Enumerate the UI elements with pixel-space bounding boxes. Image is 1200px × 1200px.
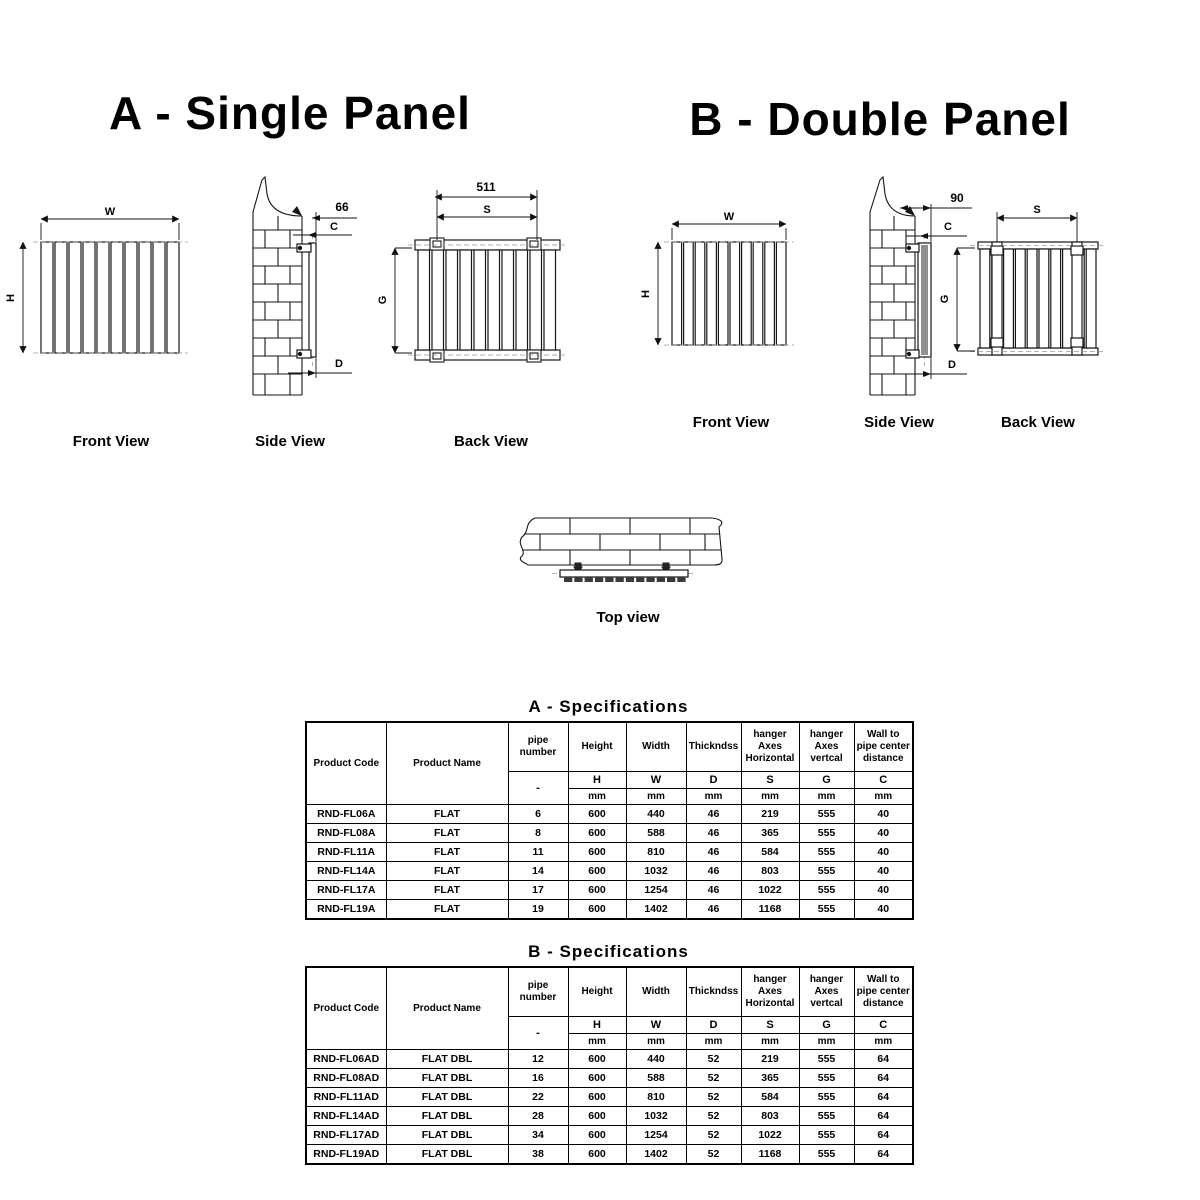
spec-cell: 555 [799,843,854,862]
spec-a-row [306,805,913,824]
spec-cell: 40 [854,862,913,881]
radiator-profile [297,243,316,358]
spec-cell: 8 [508,824,568,843]
dim-label-w: W [723,211,735,223]
spec-cell: 46 [686,900,741,920]
arrowhead [923,205,931,211]
spec-b-header-product-code: Product Code [306,967,386,1050]
spec-cell: 600 [568,1050,626,1069]
spec-b-row [306,1145,913,1165]
dim-label-s: S [483,204,491,216]
spec-cell: FLAT [386,805,508,824]
spec-cell: 19 [508,900,568,920]
spec-b-header: Thickndss [686,967,741,1017]
spec-a-header-product-code: Product Code [306,722,386,805]
spec-b-row [306,1088,913,1107]
spec-cell: 1254 [626,1126,686,1145]
spec-cell: 1022 [741,881,799,900]
spec-a-unit: mm [799,789,854,805]
spec-a-unit: mm [741,789,799,805]
spec-b-unit: mm [741,1034,799,1050]
spec-cell: RND-FL14A [306,862,386,881]
double-panel-title: B - Double Panel [689,93,1071,145]
spec-cell: 17 [508,881,568,900]
spec-cell: 584 [741,1088,799,1107]
spec-cell: 34 [508,1126,568,1145]
spec-cell: FLAT DBL [386,1050,508,1069]
spec-cell: 1254 [626,881,686,900]
spec-cell: 1032 [626,1107,686,1126]
spec-cell: 52 [686,1107,741,1126]
top-view-drawing [450,505,750,615]
spec-cell: 600 [568,824,626,843]
single-back-view-drawing [377,168,580,373]
spec-cell: RND-FL19AD [306,1145,386,1165]
spec-a-header: Wall to pipe center distance [854,722,913,772]
dim-label-w: W [104,206,116,218]
dim-label-depth: 66 [335,200,349,214]
spec-b-row [306,1126,913,1145]
spec-a-header: Thickndss [686,722,741,772]
single-side-view-label: Side View [255,433,325,450]
dim-label-h: H [5,294,17,302]
brick-wall [870,177,915,395]
spec-cell: 52 [686,1069,741,1088]
spec-cell: 52 [686,1126,741,1145]
spec-cell: 38 [508,1145,568,1165]
dim-label-h: H [640,290,652,298]
spec-cell: 600 [568,881,626,900]
top-view-label: Top view [596,609,660,626]
arrowhead [900,205,908,211]
dim-label-depth: 90 [950,191,964,205]
spec-cell: RND-FL08A [306,824,386,843]
brick-wall [253,177,302,395]
spec-a-symbol: C [854,772,913,789]
spec-cell: 440 [626,805,686,824]
spec-b-header: Wall to pipe center distance [854,967,913,1017]
radiator-top-profile [560,570,688,577]
spec-cell: 1402 [626,900,686,920]
spec-a-header: Height [568,722,626,772]
spec-cell: 555 [799,805,854,824]
spec-a-unit: mm [854,789,913,805]
dim-label-d: D [948,359,956,371]
spec-cell: RND-FL06A [306,805,386,824]
brick-wall [520,518,722,565]
spec-b-header: hanger Axes Horizontal [741,967,799,1017]
spec-cell: 40 [854,900,913,920]
spec-cell: FLAT DBL [386,1069,508,1088]
spec-a-symbol: W [626,772,686,789]
spec-cell: 803 [741,1107,799,1126]
spec-cell: RND-FL08AD [306,1069,386,1088]
spec-a-row [306,900,913,920]
double-side-view-label: Side View [864,414,934,431]
single-front-view-label: Front View [72,433,150,450]
spec-cell: 555 [799,1107,854,1126]
double-back-view-label: Back View [1001,414,1075,431]
spec-a-symbol: S [741,772,799,789]
spec-b-unit: mm [626,1034,686,1050]
spec-cell: 588 [626,824,686,843]
spec-cell: 52 [686,1145,741,1165]
spec-cell: 46 [686,824,741,843]
spec-cell: 555 [799,900,854,920]
spec-cell: 600 [568,843,626,862]
spec-cell: 555 [799,1126,854,1145]
single-front-view-drawing [5,195,208,365]
spec-cell: 64 [854,1126,913,1145]
spec-cell: 600 [568,1145,626,1165]
spec-cell: 11 [508,843,568,862]
single-panel-title: A - Single Panel [109,87,471,139]
spec-b-symbol: C [854,1017,913,1034]
spec-cell: 555 [799,862,854,881]
spec-b-header: Width [626,967,686,1017]
spec-a-header: Width [626,722,686,772]
spec-cell: 440 [626,1050,686,1069]
spec-b-row [306,1050,913,1069]
spec-cell: RND-FL06AD [306,1050,386,1069]
spec-b-symbol: W [626,1017,686,1034]
centerlines [970,246,1106,352]
spec-cell: RND-FL19A [306,900,386,920]
spec-b-section [305,942,912,1165]
spec-cell: 600 [568,1126,626,1145]
spec-cell: RND-FL11A [306,843,386,862]
spec-cell: 600 [568,900,626,920]
spec-cell: RND-FL11AD [306,1088,386,1107]
spec-a-symbol: G [799,772,854,789]
fin-row [564,577,686,582]
spec-cell: FLAT DBL [386,1088,508,1107]
spec-cell: 810 [626,1088,686,1107]
spec-b-symbol: S [741,1017,799,1034]
spec-cell: 40 [854,843,913,862]
spec-cell: 22 [508,1088,568,1107]
spec-b-symbol: G [799,1017,854,1034]
dim-label-c: C [330,221,338,233]
spec-cell: 555 [799,1050,854,1069]
spec-cell: 46 [686,862,741,881]
spec-cell: 365 [741,1069,799,1088]
spec-a-section [305,697,912,920]
radiator-slats [672,242,786,345]
arrowhead [308,232,316,238]
dim-label-g: G [377,295,389,305]
spec-cell: 46 [686,843,741,862]
spec-cell: 16 [508,1069,568,1088]
spec-cell: 64 [854,1145,913,1165]
spec-cell: 6 [508,805,568,824]
single-side-view-drawing [245,168,365,408]
dim-label-d: D [335,358,343,370]
spec-cell: 40 [854,805,913,824]
spec-b-symbol: - [508,1017,568,1050]
spec-cell: 600 [568,805,626,824]
spec-a-header: hanger Axes vertcal [799,722,854,772]
single-back-view-label: Back View [454,433,528,450]
spec-cell: 600 [568,1069,626,1088]
spec-cell: 219 [741,805,799,824]
spec-cell: FLAT [386,900,508,920]
spec-a-symbol: H [568,772,626,789]
spec-cell: 555 [799,1088,854,1107]
spec-cell: 600 [568,1088,626,1107]
dim-label-span: 511 [476,180,496,194]
spec-b-header-product-name: Product Name [386,967,508,1050]
spec-a-row [306,824,913,843]
spec-cell: 1402 [626,1145,686,1165]
spec-cell: 1022 [741,1126,799,1145]
arrowhead [920,233,928,239]
spec-cell: 365 [741,824,799,843]
spec-cell: 1032 [626,862,686,881]
spec-cell: 555 [799,881,854,900]
spec-cell: 52 [686,1088,741,1107]
spec-b-unit: mm [854,1034,913,1050]
spec-b-symbol: H [568,1017,626,1034]
spec-cell: 64 [854,1069,913,1088]
spec-cell: 12 [508,1050,568,1069]
spec-cell: 555 [799,824,854,843]
spec-cell: RND-FL17A [306,881,386,900]
spec-cell: 40 [854,824,913,843]
spec-cell: 555 [799,1069,854,1088]
spec-cell: 584 [741,843,799,862]
spec-a-symbol: D [686,772,741,789]
spec-b-header: pipe number [508,967,568,1017]
spec-cell: FLAT [386,843,508,862]
double-back-view-drawing [940,168,1115,368]
dim-label-s: S [1033,204,1041,216]
radiator-body [415,240,560,360]
radiator-profile [906,243,931,358]
spec-cell: 219 [741,1050,799,1069]
arrowhead [308,370,316,376]
spec-cell: 40 [854,881,913,900]
spec-cell: 64 [854,1050,913,1069]
spec-cell: 555 [799,1145,854,1165]
spec-a-row [306,881,913,900]
spec-cell: RND-FL17AD [306,1126,386,1145]
spec-cell: 46 [686,881,741,900]
spec-b-row [306,1069,913,1088]
spec-b-unit: mm [686,1034,741,1050]
spec-a-unit: mm [626,789,686,805]
spec-cell: FLAT [386,824,508,843]
dim-label-g: G [939,294,951,304]
spec-a-header: hanger Axes Horizontal [741,722,799,772]
spec-a-header: pipe number [508,722,568,772]
spec-b-unit: mm [799,1034,854,1050]
dim-label-c: C [944,221,952,233]
spec-cell: FLAT DBL [386,1126,508,1145]
spec-cell: 46 [686,805,741,824]
spec-a-header-product-name: Product Name [386,722,508,805]
spec-cell: 64 [854,1088,913,1107]
double-front-view-drawing [640,195,810,355]
spec-b-symbol: D [686,1017,741,1034]
spec-cell: 52 [686,1050,741,1069]
spec-cell: 1168 [741,1145,799,1165]
spec-b-header: hanger Axes vertcal [799,967,854,1017]
spec-b-title: B - Specifications [528,942,689,961]
spec-a-unit: mm [686,789,741,805]
double-front-view-label: Front View [692,414,770,431]
spec-cell: FLAT DBL [386,1107,508,1126]
spec-cell: 600 [568,1107,626,1126]
spec-b-header: Height [568,967,626,1017]
spec-cell: FLAT DBL [386,1145,508,1165]
spec-cell: 14 [508,862,568,881]
spec-cell: 1168 [741,900,799,920]
spec-a-row [306,862,913,881]
spec-cell: 588 [626,1069,686,1088]
spec-cell: 810 [626,843,686,862]
spec-cell: 64 [854,1107,913,1126]
spec-cell: 28 [508,1107,568,1126]
arrowhead [923,371,931,377]
spec-a-symbol: - [508,772,568,805]
spec-cell: 803 [741,862,799,881]
spec-b-unit: mm [568,1034,626,1050]
spec-a-table [305,721,914,920]
spec-cell: FLAT [386,862,508,881]
spec-cell: 600 [568,862,626,881]
spec-a-row [306,843,913,862]
radiator-slats [41,242,179,353]
spec-cell: RND-FL14AD [306,1107,386,1126]
spec-a-title: A - Specifications [528,697,689,716]
spec-b-table [305,966,914,1165]
spec-cell: FLAT [386,881,508,900]
spec-a-unit: mm [568,789,626,805]
spec-b-row [306,1107,913,1126]
